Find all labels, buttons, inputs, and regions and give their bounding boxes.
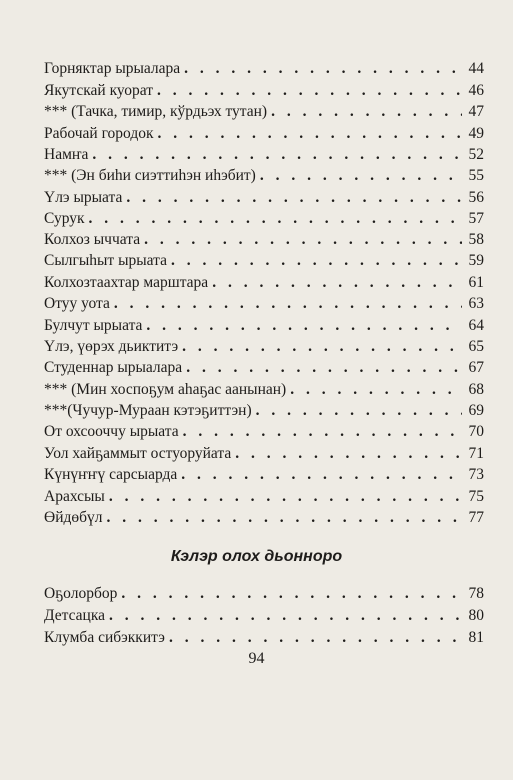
section-heading: Кэлэр олох дьоннорo bbox=[170, 548, 343, 565]
toc-entry bbox=[44, 293, 484, 315]
entry-title: Үлэ ырыата bbox=[44, 189, 123, 206]
dot-leader bbox=[144, 229, 462, 251]
entry-page: 73 bbox=[468, 466, 484, 483]
entry-page: 47 bbox=[468, 103, 484, 120]
dot-leader bbox=[183, 421, 462, 443]
dot-leader bbox=[146, 315, 462, 337]
dot-leader bbox=[171, 250, 462, 272]
entry-page: 65 bbox=[468, 338, 484, 355]
entry-page: 78 bbox=[468, 585, 484, 602]
toc-entry bbox=[44, 605, 484, 627]
dot-leader bbox=[235, 443, 462, 465]
entry-title: Отуу уота bbox=[44, 295, 110, 312]
entry-title: Студеннар ырыалара bbox=[44, 359, 183, 376]
entry-page: 61 bbox=[468, 274, 484, 291]
entry-title: Булчут ырыата bbox=[44, 317, 143, 334]
entry-title: *** (Мин хоспоҕум аhаҕас аанынан) bbox=[44, 381, 287, 398]
toc-entry bbox=[44, 229, 484, 251]
toc-entry bbox=[44, 464, 484, 486]
entry-title: ***(Чучур-Мураан кэтэҕиттэн) bbox=[44, 402, 252, 419]
entry-title: Клумба сибэккитэ bbox=[44, 629, 165, 646]
toc-entry bbox=[44, 627, 484, 649]
entry-title: Детсацка bbox=[44, 607, 106, 624]
dot-leader bbox=[109, 605, 462, 627]
entry-page: 80 bbox=[468, 607, 484, 624]
entry-title: Рабочай городок bbox=[44, 125, 154, 142]
entry-page: 44 bbox=[468, 60, 484, 77]
entry-page: 67 bbox=[468, 359, 484, 376]
toc-entry bbox=[44, 208, 484, 230]
toc-entry bbox=[44, 144, 484, 166]
entry-title: Колхозтаахтар марштара bbox=[44, 274, 209, 291]
dot-leader bbox=[271, 101, 462, 123]
entry-title: Намҥа bbox=[44, 146, 89, 163]
entry-title: *** (Эн биhи сиэттиhэн иhэбит) bbox=[44, 167, 256, 184]
entry-page: 81 bbox=[468, 629, 484, 646]
dot-leader bbox=[114, 293, 462, 315]
entry-title: Үлэ, үөрэх дьиктитэ bbox=[44, 338, 179, 355]
entry-page: 58 bbox=[468, 231, 484, 248]
entry-page: 56 bbox=[468, 189, 484, 206]
entry-page: 63 bbox=[468, 295, 484, 312]
entry-title: Сылгыhыт ырыата bbox=[44, 252, 167, 269]
entry-page: 71 bbox=[468, 445, 484, 462]
entry-page: 55 bbox=[468, 167, 484, 184]
toc-entry bbox=[44, 250, 484, 272]
entry-page: 57 bbox=[468, 210, 484, 227]
dot-leader bbox=[184, 58, 462, 80]
entry-title: Колхоз ыччата bbox=[44, 231, 141, 248]
entry-title: Сурук bbox=[44, 210, 85, 227]
entry-page: 49 bbox=[468, 125, 484, 142]
entry-title: Күнүҥҥү сарсыарда bbox=[44, 466, 178, 483]
toc-entry bbox=[44, 583, 484, 605]
toc-entry bbox=[44, 507, 484, 529]
dot-leader bbox=[158, 123, 462, 145]
toc-entry bbox=[44, 123, 484, 145]
entry-title: Арахсыы bbox=[44, 488, 105, 505]
dot-leader bbox=[109, 486, 462, 508]
entry-page: 46 bbox=[468, 82, 484, 99]
toc-entry bbox=[44, 101, 484, 123]
dot-leader bbox=[212, 272, 462, 294]
entry-title: Оҕолорбор bbox=[44, 585, 118, 602]
entry-title: Якутскай куорат bbox=[44, 82, 154, 99]
toc-entry bbox=[44, 165, 484, 187]
entry-page: 77 bbox=[468, 509, 484, 526]
toc-entry bbox=[44, 486, 484, 508]
dot-leader bbox=[186, 357, 462, 379]
dot-leader bbox=[260, 165, 462, 187]
dot-leader bbox=[126, 187, 462, 209]
entry-title: Уол хайҕаммыт остуоруйата bbox=[44, 445, 232, 462]
toc-entry bbox=[44, 400, 484, 422]
entry-page: 68 bbox=[468, 381, 484, 398]
dot-leader bbox=[92, 144, 462, 166]
toc-entry bbox=[44, 80, 484, 102]
dot-leader bbox=[181, 464, 462, 486]
toc-entry bbox=[44, 379, 484, 401]
entry-title: От охсооччу ырыата bbox=[44, 423, 179, 440]
entry-page: 64 bbox=[468, 317, 484, 334]
toc-entry bbox=[44, 272, 484, 294]
entry-title: Өйдөбүл bbox=[44, 509, 103, 526]
entry-title: *** (Тачка, тимир, кўрдьэх тутан) bbox=[44, 103, 268, 120]
entry-title: Горняктар ырыалара bbox=[44, 60, 181, 77]
toc-entry bbox=[44, 421, 484, 443]
dot-leader bbox=[107, 507, 463, 529]
page-number: 94 bbox=[248, 650, 265, 667]
toc-entry bbox=[44, 357, 484, 379]
entry-page: 52 bbox=[468, 146, 484, 163]
dot-leader bbox=[290, 379, 462, 401]
dot-leader bbox=[182, 336, 462, 358]
dot-leader bbox=[89, 208, 462, 230]
entry-page: 69 bbox=[468, 402, 484, 419]
dot-leader bbox=[121, 583, 462, 605]
entry-page: 70 bbox=[468, 423, 484, 440]
dot-leader bbox=[256, 400, 462, 422]
toc-entry bbox=[44, 443, 484, 465]
dot-leader bbox=[157, 80, 462, 102]
toc-entry bbox=[44, 315, 484, 337]
toc-entry bbox=[44, 187, 484, 209]
entry-page: 75 bbox=[468, 488, 484, 505]
toc-entry bbox=[44, 58, 484, 80]
dot-leader bbox=[169, 627, 462, 649]
entry-page: 59 bbox=[468, 252, 484, 269]
toc-entry bbox=[44, 336, 484, 358]
